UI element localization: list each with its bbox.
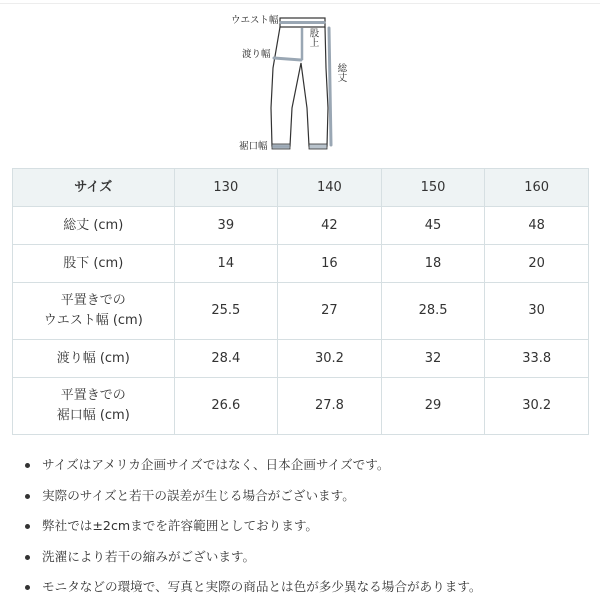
table-cell: 42 bbox=[278, 207, 382, 245]
table-cell: 26.6 bbox=[174, 378, 278, 435]
size-130-header: 130 bbox=[174, 169, 278, 207]
table-cell: 14 bbox=[174, 245, 278, 283]
rise-label: 股上 bbox=[307, 28, 319, 47]
list-item: 弊社では±2cmまでを許容範囲としております。 bbox=[22, 517, 482, 548]
table-cell: 25.5 bbox=[174, 283, 278, 340]
notes-list bbox=[22, 456, 482, 609]
waist-width-label: ウエスト幅 bbox=[231, 15, 279, 26]
table-cell: 16 bbox=[278, 245, 382, 283]
table-cell: 28.5 bbox=[381, 283, 485, 340]
table-cell: 39 bbox=[174, 207, 278, 245]
table-cell: 27 bbox=[278, 283, 382, 340]
table-row-hem-width bbox=[13, 378, 589, 435]
thigh-width-label: 渡り幅 bbox=[242, 49, 271, 60]
table-row-inseam bbox=[13, 245, 589, 283]
hem-width-label: 裾口幅 bbox=[239, 141, 268, 152]
table-cell: 30.2 bbox=[278, 340, 382, 378]
row-label: 渡り幅 (cm) bbox=[13, 340, 175, 378]
size-150-header: 150 bbox=[381, 169, 485, 207]
right-hem bbox=[309, 144, 327, 149]
row-label: 平置きでの ウエスト幅 (cm) bbox=[13, 283, 175, 340]
table-cell: 45 bbox=[381, 207, 485, 245]
table-cell: 18 bbox=[381, 245, 485, 283]
bullet-icon bbox=[25, 463, 30, 468]
list-item: 洗濯により若干の縮みがございます。 bbox=[22, 548, 482, 579]
list-item: サイズはアメリカ企画サイズではなく、日本企画サイズです。 bbox=[22, 456, 482, 487]
list-item: モニタなどの環境で、写真と実際の商品とは色が多少異なる場合があります。 bbox=[22, 578, 482, 609]
table-cell: 30.2 bbox=[485, 378, 589, 435]
table-cell: 27.8 bbox=[278, 378, 382, 435]
table-row-total-length bbox=[13, 207, 589, 245]
size-column-header: サイズ bbox=[13, 169, 175, 207]
table-cell: 32 bbox=[381, 340, 485, 378]
row-label: 総丈 (cm) bbox=[13, 207, 175, 245]
table-header-row bbox=[13, 169, 589, 207]
table-row-waist-width bbox=[13, 283, 589, 340]
table-cell: 29 bbox=[381, 378, 485, 435]
size-160-header: 160 bbox=[485, 169, 589, 207]
top-divider bbox=[0, 3, 600, 4]
pants-measurement-diagram bbox=[225, 8, 365, 158]
table-row-thigh-width bbox=[13, 340, 589, 378]
row-label: 股下 (cm) bbox=[13, 245, 175, 283]
size-140-header: 140 bbox=[278, 169, 382, 207]
table-cell: 30 bbox=[485, 283, 589, 340]
total-length-measure-line bbox=[329, 28, 331, 145]
table-cell: 20 bbox=[485, 245, 589, 283]
thigh-measure-line bbox=[274, 58, 301, 60]
pants-outline bbox=[271, 27, 328, 146]
table-cell: 48 bbox=[485, 207, 589, 245]
bullet-icon bbox=[25, 555, 30, 560]
bullet-icon bbox=[25, 494, 30, 499]
table-cell: 28.4 bbox=[174, 340, 278, 378]
total-length-label: 総丈 bbox=[335, 63, 347, 82]
bullet-icon bbox=[25, 585, 30, 590]
size-table bbox=[12, 168, 589, 435]
pants-illustration bbox=[225, 8, 365, 158]
list-item: 実際のサイズと若干の誤差が生じる場合がございます。 bbox=[22, 487, 482, 518]
row-label: 平置きでの 裾口幅 (cm) bbox=[13, 378, 175, 435]
table-cell: 33.8 bbox=[485, 340, 589, 378]
bullet-icon bbox=[25, 524, 30, 529]
